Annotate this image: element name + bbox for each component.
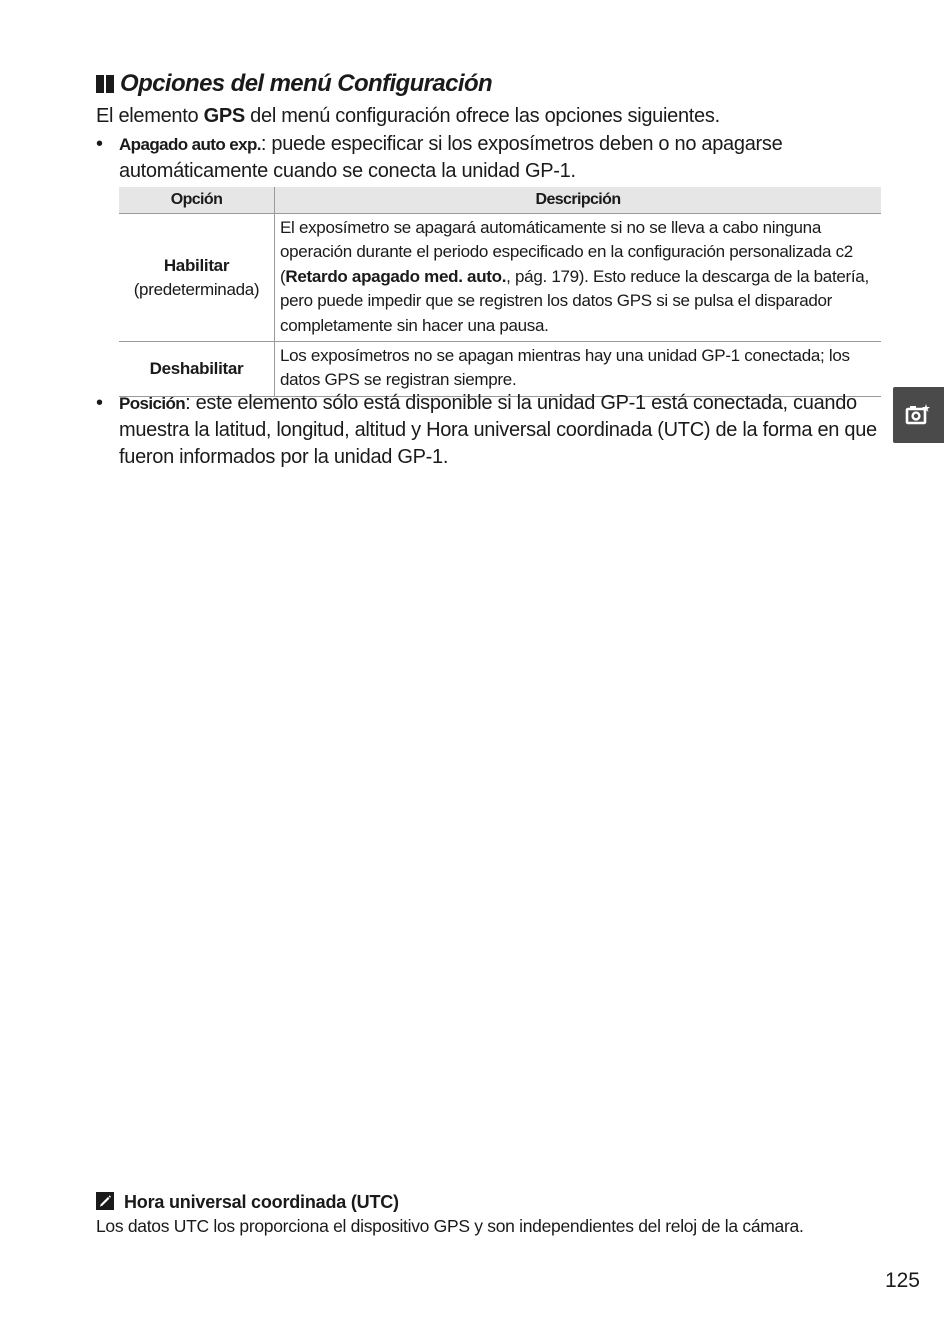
- note-body: Los datos UTC los proporciona el dispositivo GPS y son independientes del reloj de la cámara.: [96, 1216, 804, 1236]
- note-title: Hora universal coordinada (UTC): [124, 1192, 399, 1212]
- bullet-text: : este elemento sólo está disponible si la unidad GP-1 está conectada, cuando muestra la latitud, longitud, altitud y Hora universal coordinada (UTC) de la forma en que fueron informados por la unidad GP-1.: [119, 392, 877, 468]
- intro-paragraph: [96, 103, 886, 130]
- bullet-apagado-auto-exp: [96, 131, 886, 185]
- option-name: Deshabilitar: [149, 358, 244, 378]
- bullet-posicion: [96, 390, 886, 471]
- description-setting-name: Retardo apagado med. auto.: [285, 266, 507, 286]
- chapter-side-tab: [893, 387, 944, 443]
- pencil-note-icon: [96, 1192, 114, 1210]
- bullet-term: Apagado auto exp.: [119, 135, 261, 154]
- header-description: Descripción: [275, 187, 882, 214]
- section-marker-icon: [96, 75, 116, 93]
- table-row: [119, 214, 881, 342]
- option-cell: [119, 214, 275, 342]
- note-heading: [96, 1190, 399, 1213]
- description-cell: [275, 214, 882, 342]
- description-text-after: , pág. 179). Esto reduce la descarga de la batería, pero puede impedir que se registren los datos GPS si se pulsa el disparador completamente sin hacer una pausa.: [280, 266, 869, 335]
- intro-text-before: El elemento: [96, 105, 204, 127]
- table-header-row: [119, 187, 881, 214]
- bullet-term: Posición: [119, 394, 186, 413]
- setup-menu-icon: [904, 402, 932, 428]
- option-default-note: (predeterminada): [133, 279, 260, 299]
- intro-text-after: del menú configuración ofrece las opciones siguientes.: [244, 105, 720, 127]
- description-cell: Los exposímetros no se apagan mientras hay una unidad GP-1 conectada; los datos GPS se registran siempre.: [275, 342, 882, 397]
- intro-gps-term: GPS: [203, 105, 245, 127]
- page-number: 125: [884, 1269, 920, 1292]
- section-title: [96, 70, 492, 98]
- bullet-dot: •: [96, 392, 103, 414]
- option-name: Habilitar: [163, 255, 230, 275]
- bullet-text: : puede especificar si los exposímetros deben o no apagarse automáticamente cuando se conecta la unidad GP-1.: [119, 133, 783, 182]
- description-text-before: El exposímetro se apagará automáticamente si no se lleva a cabo ninguna operación durante el periodo especificado en la configuración personalizada c2 (: [280, 218, 853, 286]
- options-table: [119, 187, 881, 397]
- section-title-text: Opciones del menú Configuración: [120, 70, 493, 97]
- bullet-dot: •: [96, 133, 103, 155]
- header-option: Opción: [119, 187, 275, 214]
- table-row: [119, 342, 881, 397]
- option-cell: [119, 342, 275, 397]
